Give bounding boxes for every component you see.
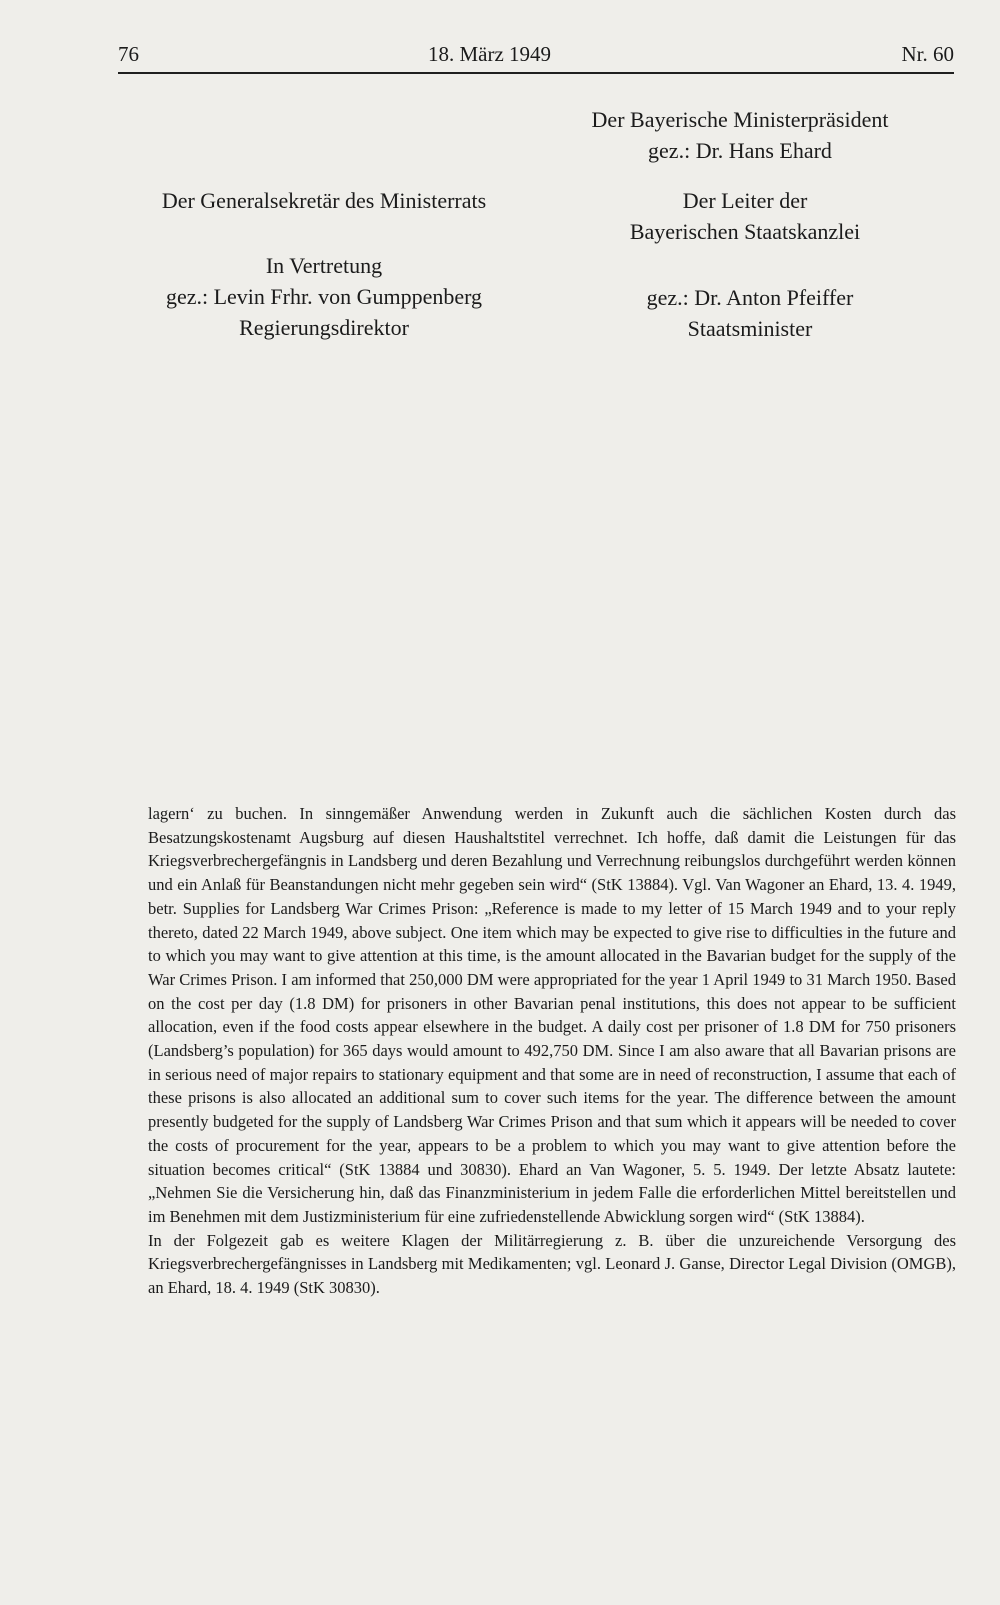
page-number: 76 [118,42,139,66]
footnote-text [148,802,956,1300]
signature-general-secretary [118,250,530,343]
signature-minister-president [540,104,940,166]
signature-title: Der Generalsekretär des Ministerrats [161,188,487,213]
signature-rank: Staatsminister [687,316,813,341]
signature-signed: gez.: Levin Frhr. von Gumppenberg [165,284,483,309]
running-header [118,42,954,72]
signature-signed: gez.: Dr. Hans Ehard [648,138,832,163]
header-rule [118,72,954,74]
signature-title-line2: Bayerischen Staatskanzlei [629,219,861,244]
header-date: 18. März 1949 [428,42,552,66]
footnote-paragraph: lagern‘ zu buchen. In sinngemäßer Anwendung werden in Zukunft auch die sächlichen Kosten durch das Besatzungskostenamt Augsburg auf diesen Haushaltstitel verrechnet. Ich hoffe, daß damit die Leistungen für das Kriegsverbrechergefängnis in Landsberg und deren Bezahlung und Verrechnung reibungslos durchgeführt werden können und ein Anlaß für Beanstandungen nicht mehr gegeben sein wird“ (StK 13884). Vgl. Van Wagoner an Ehard, 13. 4. 1949, betr. Supplies for Landsberg War Crimes Prison: „Reference is made to my letter of 15 March 1949 and to your reply thereto, dated 22 March 1949, above subject. One item which may be expected to give rise to difficulties in the future and to which you may want to give attention at this time, is the amount allocated in the Bavarian budget for the supply of the War Crimes Prison. I am informed that 250,000 DM were appropriated for the year 1 April 1949 to 31 March 1950. Based on the cost per day (1.8 DM) for prisoners in other Bavarian penal institutions, this does not appear to be sufficient allocation, even if the food costs appear elsewhere in the budget. A daily cost per prisoner of 1.8 DM for 750 prisoners (Landsberg’s population) for 365 days would amount to 492,750 DM. Since I am also aware that all Bavarian prisons are in serious need of major repairs to stationary equipment and that some are in need of reconstruction, I assume that each of these prisons is also allocated an additional sum to cover such items for the year. The difference between the amount presently budgeted for the supply of Landsberg War Crimes Prison and that sum which it appears will be needed to cover the costs of procurement for the year, appears to be a problem to which you may want to give attention before the situation becomes critical“ (StK 13884 und 30830). Ehard an Van Wagoner, 5. 5. 1949. Der letzte Absatz lautete: „Nehmen Sie die Versicherung hin, daß das Finanzministerium in jedem Falle die erforderlichen Mittel bereitstellen und im Benehmen mit dem Justizministerium für eine zufriedenstellende Abwicklung sorgen wird“ (StK 13884). [148,804,956,1226]
signature-rank: Regierungsdirektor [239,315,409,340]
signature-general-secretary-title [118,185,530,216]
signature-deputy: In Vertretung [265,253,383,278]
signature-signed: gez.: Dr. Anton Pfeiffer [646,285,854,310]
issue-number: Nr. 60 [901,42,954,66]
signature-title: Der Bayerische Ministerpräsident [591,107,889,132]
signature-chancellery-head [560,282,940,344]
footnote-paragraph: In der Folgezeit gab es weitere Klagen der Militärregierung z. B. über die unzureichende Versorgung des Kriegsverbrechergefängnisses in Landsberg mit Medikamenten; vgl. Leonard J. Ganse, Director Legal Division (OMGB), an Ehard, 18. 4. 1949 (StK 30830). [148,1230,956,1298]
signature-chancellery-head-title [580,185,910,247]
signature-title-line1: Der Leiter der [682,188,808,213]
